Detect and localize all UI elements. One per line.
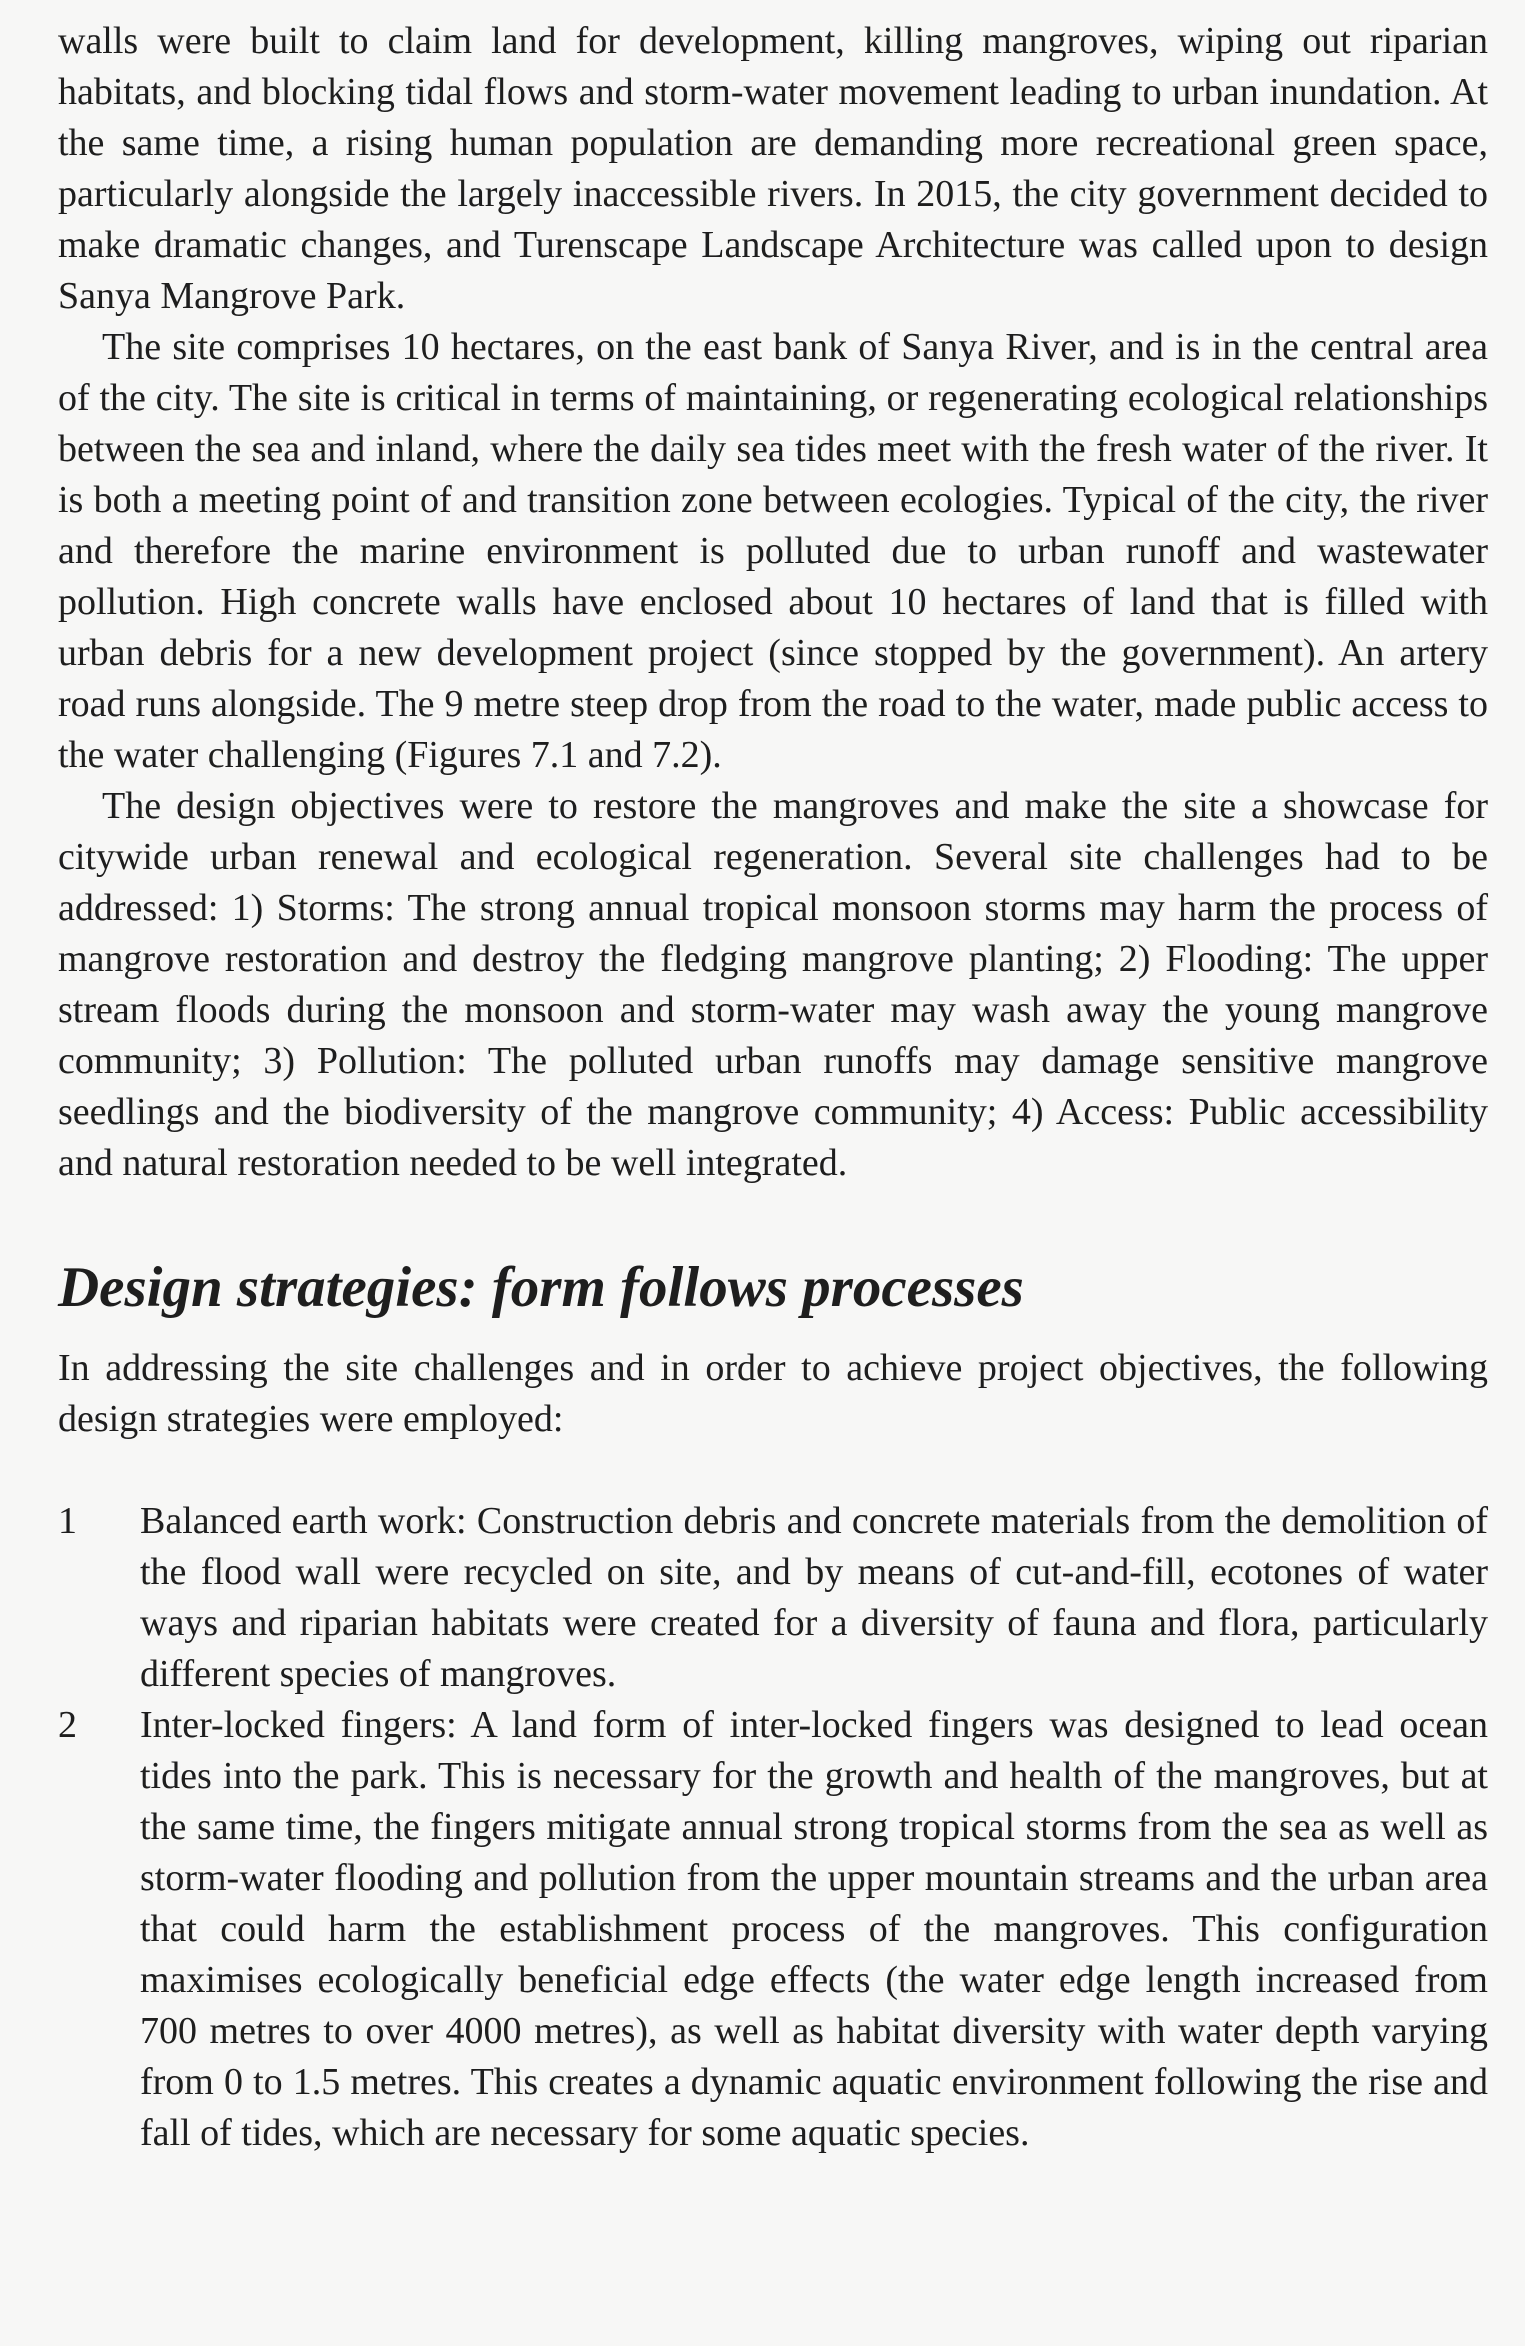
strategy-list bbox=[58, 1496, 1488, 2159]
section-heading: Design strategies: form follows processes bbox=[58, 1256, 1024, 1319]
list-item-text: Balanced earth work: Construction debris and concrete materials from the demolition of the flood wall were recycled on site, and by means of cut-and-fill, ecotones of water ways and riparian habitats were created for a diversity of fauna and flora, particularly different species of mangroves. bbox=[140, 1500, 1488, 1695]
body-paragraph-site: The site comprises 10 hectares, on the east bank of Sanya River, and is in the central area of the city. The site is critical in terms of maintaining, or regenerating ecological relationships between the sea and inland, where the daily sea tides meet with the fresh water of the river. It is both a meeting point of and transition zone between ecologies. Typical of the city, the river and therefore the marine environment is polluted due to urban runoff and wastewater pollution. High concrete walls have enclosed about 10 hectares of land that is filled with urban debris for a new development project (since stopped by the government). An artery road runs alongside. The 9 metre steep drop from the road to the water, made public access to the water challenging (Figures 7.1 and 7.2). bbox=[58, 326, 1488, 776]
list-item-text: Inter-locked fingers: A land form of inter-locked fingers was designed to lead ocean tides into the park. This is necessary for the growth and health of the mangroves, but at the same time, the fingers mitigate annual strong tropical storms from the sea as well as storm-water flooding and pollution from the upper mountain streams and the urban area that could harm the establishment process of the mangroves. This configuration maximises ecologically beneficial edge effects (the water edge length increased from 700 metres to over 4000 metres), as well as habitat diversity with water depth varying from 0 to 1.5 metres. This creates a dynamic aquatic environment following the rise and fall of tides, which are necessary for some aquatic species. bbox=[140, 1704, 1488, 2154]
body-paragraph-continuation: walls were built to claim land for development, killing mangroves, wiping out riparian habitats, and blocking tidal flows and storm-water movement leading to urban inundation. At the same time, a rising human population are demanding more recreational green space, particularly alongside the largely inaccessible rivers. In 2015, the city government decided to make dramatic changes, and Turenscape Landscape Architecture was called upon to design Sanya Mangrove Park. bbox=[58, 20, 1488, 317]
section-intro: In addressing the site challenges and in order to achieve project objectives, the following design strategies were employed: bbox=[58, 1347, 1488, 1440]
list-item bbox=[58, 1496, 1488, 1700]
list-item bbox=[58, 1700, 1488, 2159]
list-item-number: 2 bbox=[58, 1704, 77, 1746]
list-item-number: 1 bbox=[58, 1500, 77, 1542]
document-page bbox=[58, 16, 1488, 2159]
body-paragraph-objectives: The design objectives were to restore the mangroves and make the site a showcase for citywide urban renewal and ecological regeneration. Several site challenges had to be addressed: 1) Storms: The strong annual tropical monsoon storms may harm the process of mangrove restoration and destroy the fledging mangrove planting; 2) Flooding: The upper stream floods during the monsoon and storm-water may wash away the young mangrove community; 3) Pollution: The polluted urban runoffs may damage sensitive mangrove seedlings and the biodiversity of the mangrove community; 4) Access: Public accessibility and natural restoration needed to be well integrated. bbox=[58, 785, 1488, 1184]
